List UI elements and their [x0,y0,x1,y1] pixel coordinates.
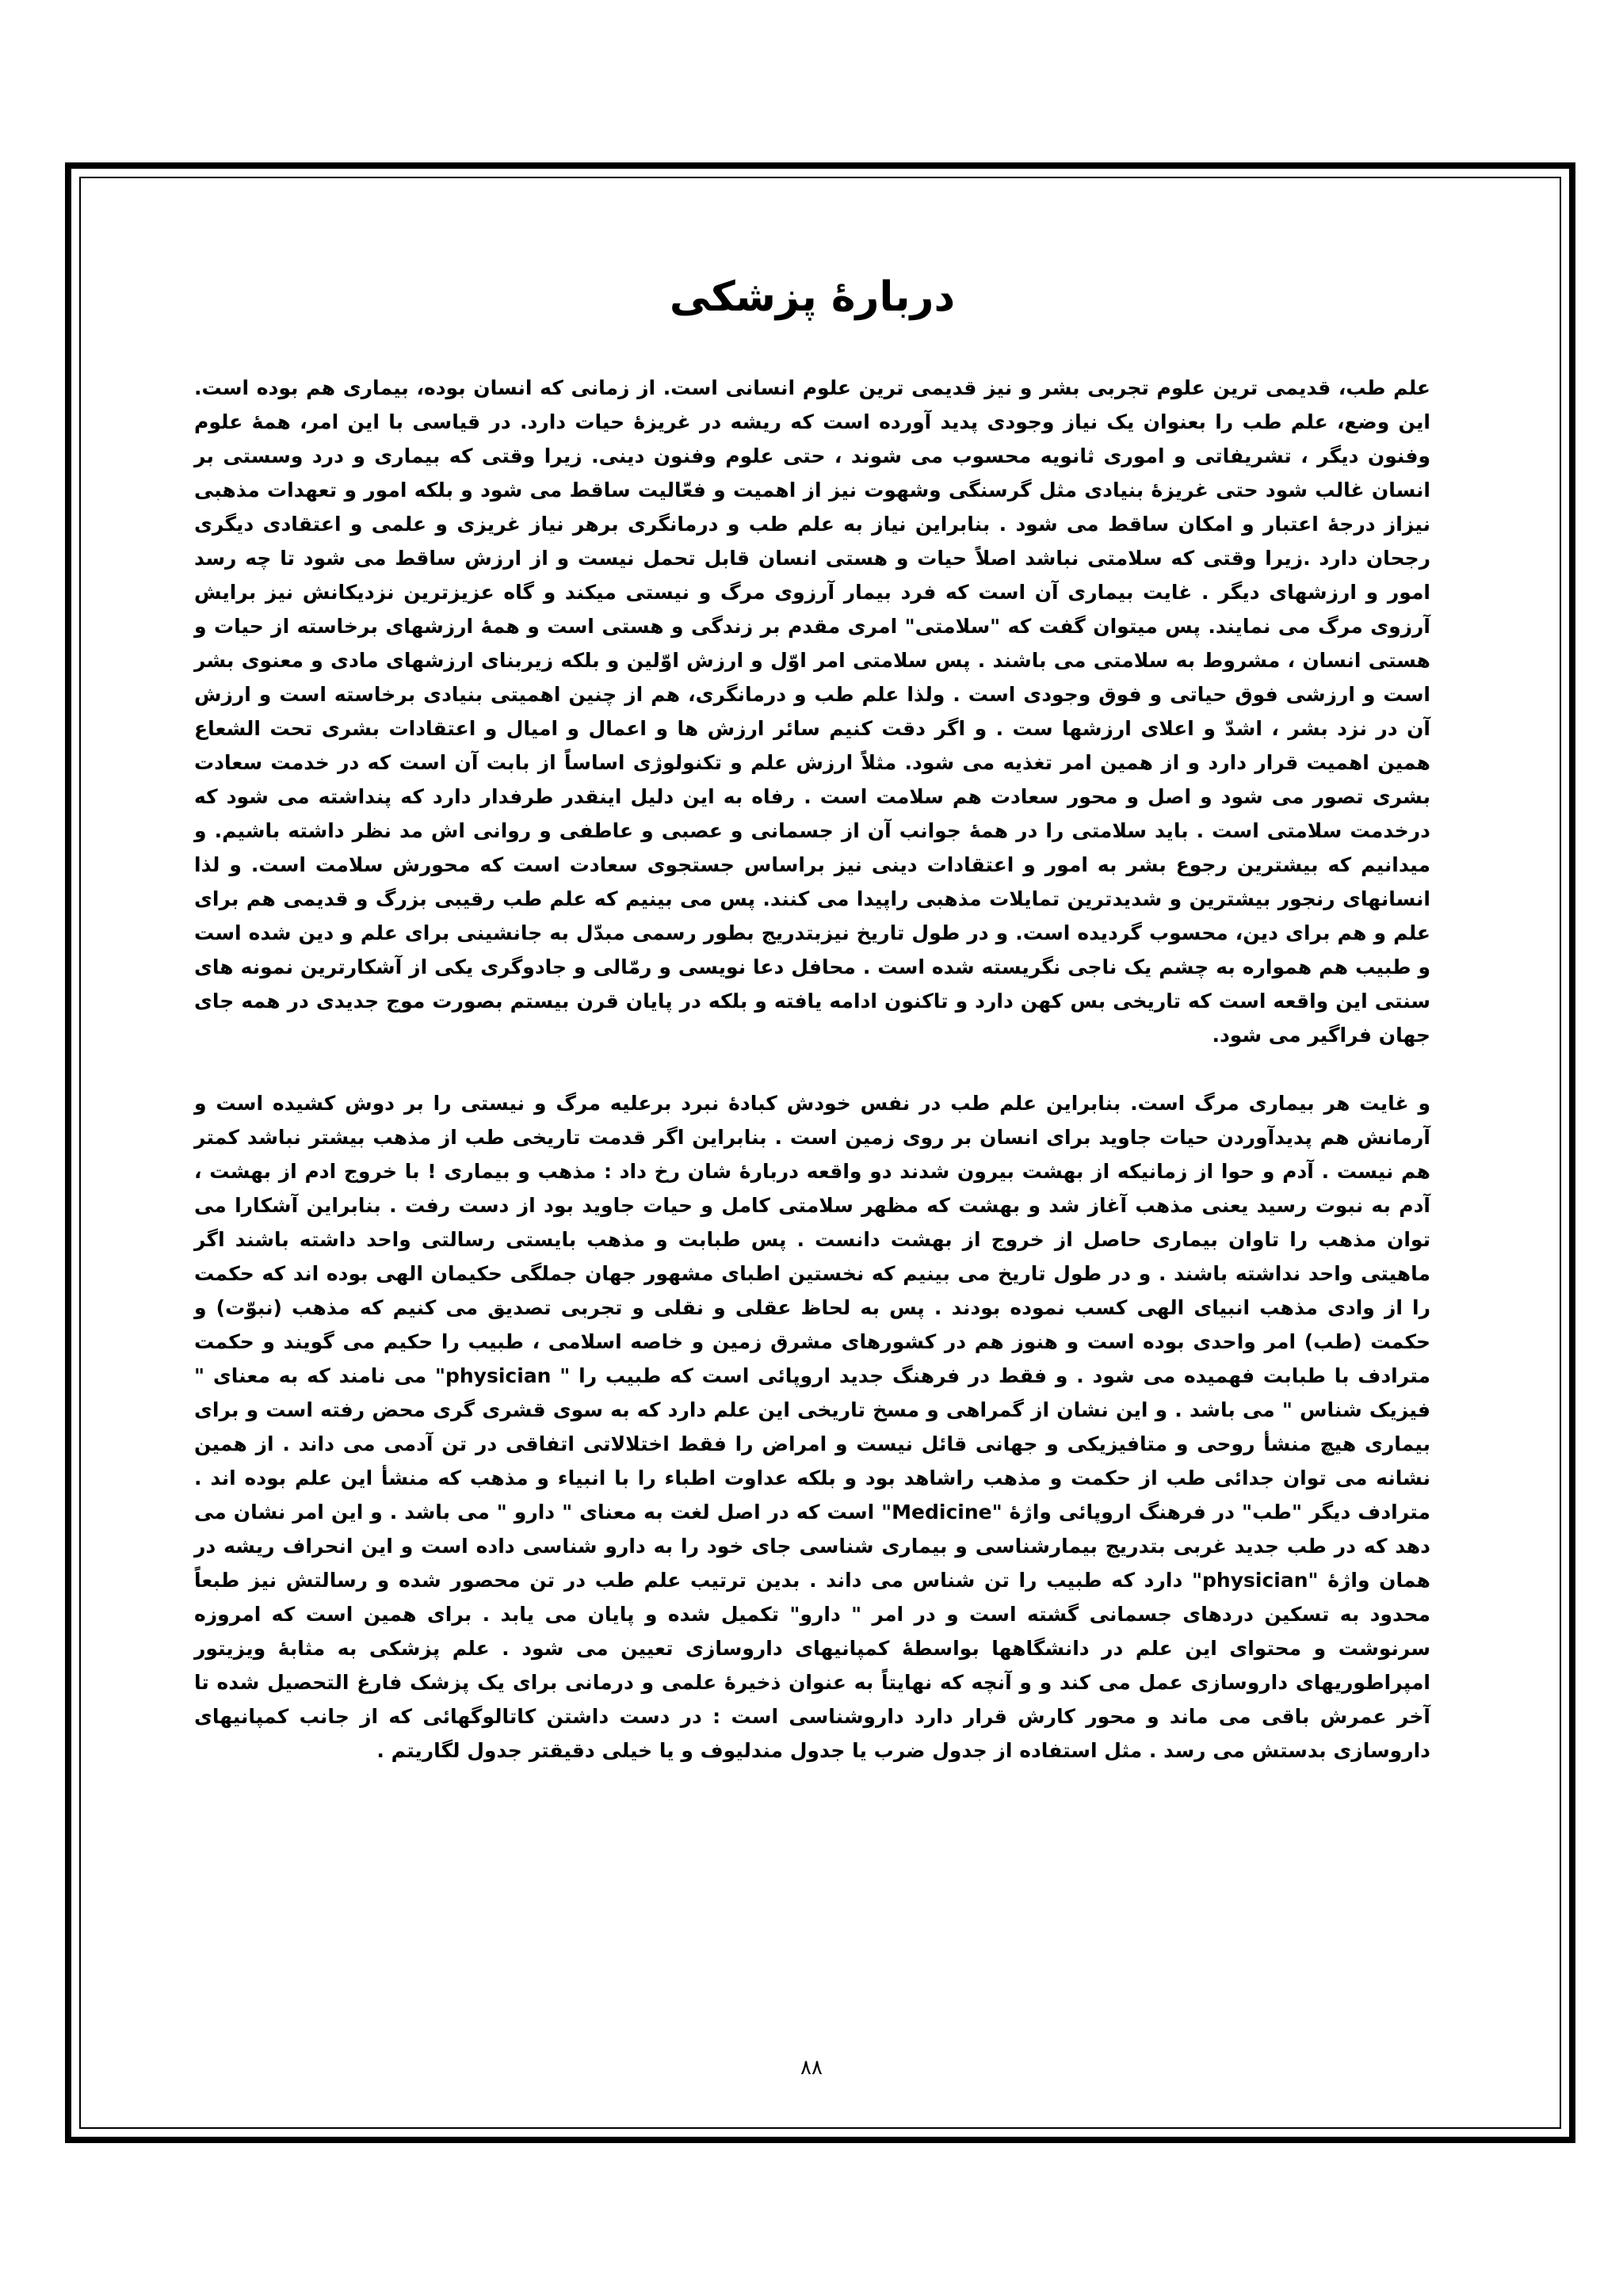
paragraph-gap [194,1052,1430,1086]
page-content [194,269,1430,1768]
paragraph-2: و غایت هر بیماری مرگ است. بنابراین علم طب در نفس خودش کبادهٔ نبرد برعلیه مرگ و نیستی را بر دوش کشیده است و آرمانش هم پدیدآوردن حیات جاوید برای انسان بر روی زمین است . بنابراین اگر قدمت تاریخی طب از مذهب بیشتر نباشد کمتر هم نیست . آدم و حوا از زمانیکه از بهشت بیرون شدند دو واقعه دربارهٔ شان رخ داد : مذهب و بیماری ! با خروج ادم از بهشت ، آدم به نبوت رسید یعنی مذهب آغاز شد و بهشت که مظهر سلامتی کامل و حیات جاوید بود از دست رفت . بنابراین آشکارا می توان مذهب را تاوان بیماری حاصل از خروج از بهشت دانست . پس طبابت و مذهب بایستی رسالتی واحد داشته باشند اگر ماهیتی واحد نداشته باشند . و در طول تاریخ می بینیم که نخستین اطبای مشهور جهان جملگی حکیمان الهی بوده اند که حکمت را از وادی مذهب انبیای الهی کسب نموده بودند . پس به لحاظ عقلی و نقلی و تجربی تصدیق می کنیم که مذهب (نبوّت) و حکمت (طب) امر واحدی بوده است و هنوز هم در کشورهای مشرق زمین و خاصه اسلامی ، طبیب را حکیم می گویند و حکمت مترادف با طبابت فهمیده می شود . و فقط در فرهنگ جدید اروپائی است که طبیب را " physician" می نامند که به معنای " فیزیک شناس " می باشد . و این نشان از گمراهی و مسخ تاریخی این علم دارد که به سوی قشری گری محض رفته است و برای بیماری هیچ منشأ روحی و متافیزیکی و جهانی قائل نیست و امراض را فقط اختلالاتی اتفاقی در تن آدمی می داند . از همین نشانه می توان جدائی طب از حکمت و مذهب راشاهد بود و بلکه عداوت اطباء را با انبیاء و مذهب که منشأ این علم بوده اند . مترادف دیگر "طب" در فرهنگ اروپائی واژهٔ "Medicine" است که در اصل لغت به معنای " دارو " می باشد . و این امر نشان می دهد که در طب جدید غربی بتدریج بیمارشناسی و بیماری شناسی جای خود را به دارو شناسی داده است و این انحراف ریشه در همان واژهٔ "physician" دارد که طبیب را تن شناس می داند . بدین ترتیب علم طب در تن محصور شده و رسالتش نیز طبعاً محدود به تسکین دردهای جسمانی گشته است و در امر " دارو" تکمیل شده و پایان می یابد . برای همین است که امروزه سرنوشت و محتوای این علم در دانشگاهها بواسطهٔ کمپانیهای داروسازی تعیین می شود . علم پزشکی به مثابهٔ ویزیتور امپراطوریهای داروسازی عمل می کند و و آنچه که نهایتاً به عنوان ذخیرهٔ علمی و درمانی برای یک پزشک فارغ التحصیل شده تا آخر عمرش باقی می ماند و محور کارش قرار دارد داروشناسی است : در دست داشتن کاتالوگهائی که از جانب کمپانیهای داروسازی بدستش می رسد . مثل استفاده از جدول ضرب یا جدول مندلیوف و یا خیلی دقیقتر جدول لگاریتم . [194,1092,1430,1762]
page-title: دربارهٔ پزشکی [669,273,956,321]
page-number: ۸۸ [800,2056,823,2080]
paragraph-1: علم طب، قدیمی ترین علوم تجربی بشر و نیز قدیمی ترین علوم انسانی است. از زمانی که انسان بوده، بیماری هم بوده است. این وضع، علم طب را بعنوان یک نیاز وجودی پدید آورده است که ریشه در غریزهٔ حیات دارد. در قیاسی با این امر، همهٔ علوم وفنون دیگر ، تشریفاتی و اموری ثانویه محسوب می شوند ، حتی علوم وفنون دینی. زیرا وقتی که بیماری و درد وسستی بر انسان غالب شود حتی غریزهٔ بنیادی مثل گرسنگی وشهوت نیز از اهمیت و فعّالیت ساقط می شود و بلکه امور و تعهدات مذهبی نیزاز درجهٔ اعتبار و امکان ساقط می شود . بنابراین نیاز به علم طب و درمانگری برهر نیاز غریزی و علمی و اعتقادی دیگری رجحان دارد .زیرا وقتی که سلامتی نباشد اصلاً حیات و هستی انسان قابل تحمل نیست و از ارزش ساقط می شود تا چه رسد امور و ارزشهای دیگر . غایت بیماری آن است که فرد بیمار آرزوی مرگ و نیستی میکند و گاه عزیزترین نزدیکانش نیز برایش آرزوی مرگ می نمایند. پس میتوان گفت که "سلامتی" امری مقدم بر زندگی و هستی است و همهٔ ارزشهای برخاسته از حیات و هستی انسان ، مشروط به سلامتی می باشند . پس سلامتی امر اوّل و ارزش اوّلین و بلکه زیربنای ارزشهای مادی و معنوی بشر است و ارزشی فوق حیاتی و فوق وجودی است . ولذا علم طب و درمانگری، هم از چنین اهمیتی بنیادی برخاسته است و ارزش آن در نزد بشر ، اشدّ و اعلای ارزشها ست . و اگر دقت کنیم سائر ارزش ها و اعمال و امیال و اعتقادات بشری تحت الشعاع همین اهمیت قرار دارد و از همین امر تغذیه می شود. مثلاً ارزش علم و تکنولوژی اساساً از بابت آن است که در خدمت سعادت بشری تصور می شود و اصل و محور سعادت هم سلامت است . رفاه به این دلیل اینقدر طرفدار دارد که پنداشته می شود که درخدمت سلامتی است . باید سلامتی را در همهٔ جوانب آن از جسمانی و عصبی و عاطفی و روانی اش مد نظر داشته باشیم. و میدانیم که بیشترین رجوع بشر به امور و اعتقادات دینی نیز براساس جستجوی سعادت است که محورش سلامت است. و لذا انسانهای رنجور بیشترین و شدیدترین تمایلات مذهبی راپیدا می کنند. پس می بینیم که علم طب رقیبی بزرگ و قدیمی هم برای علم و هم برای دین، محسوب گردیده است. و در طول تاریخ نیزبتدریج بطور رسمی مبدّل به جانشینی برای علم و دین شده است و طبیب هم همواره به چشم یک ناجی نگریسته شده است . محافل دعا نویسی و رمّالی و جادوگری یکی از آشکارترین نمونه های سنتی این واقعه است که تاریخی بس کهن دارد و تاکنون ادامه یافته و بلکه در پایان قرن بیستم بصورت موج جدیدی در همه جای جهان فراگیر می شود. [194,376,1430,1047]
